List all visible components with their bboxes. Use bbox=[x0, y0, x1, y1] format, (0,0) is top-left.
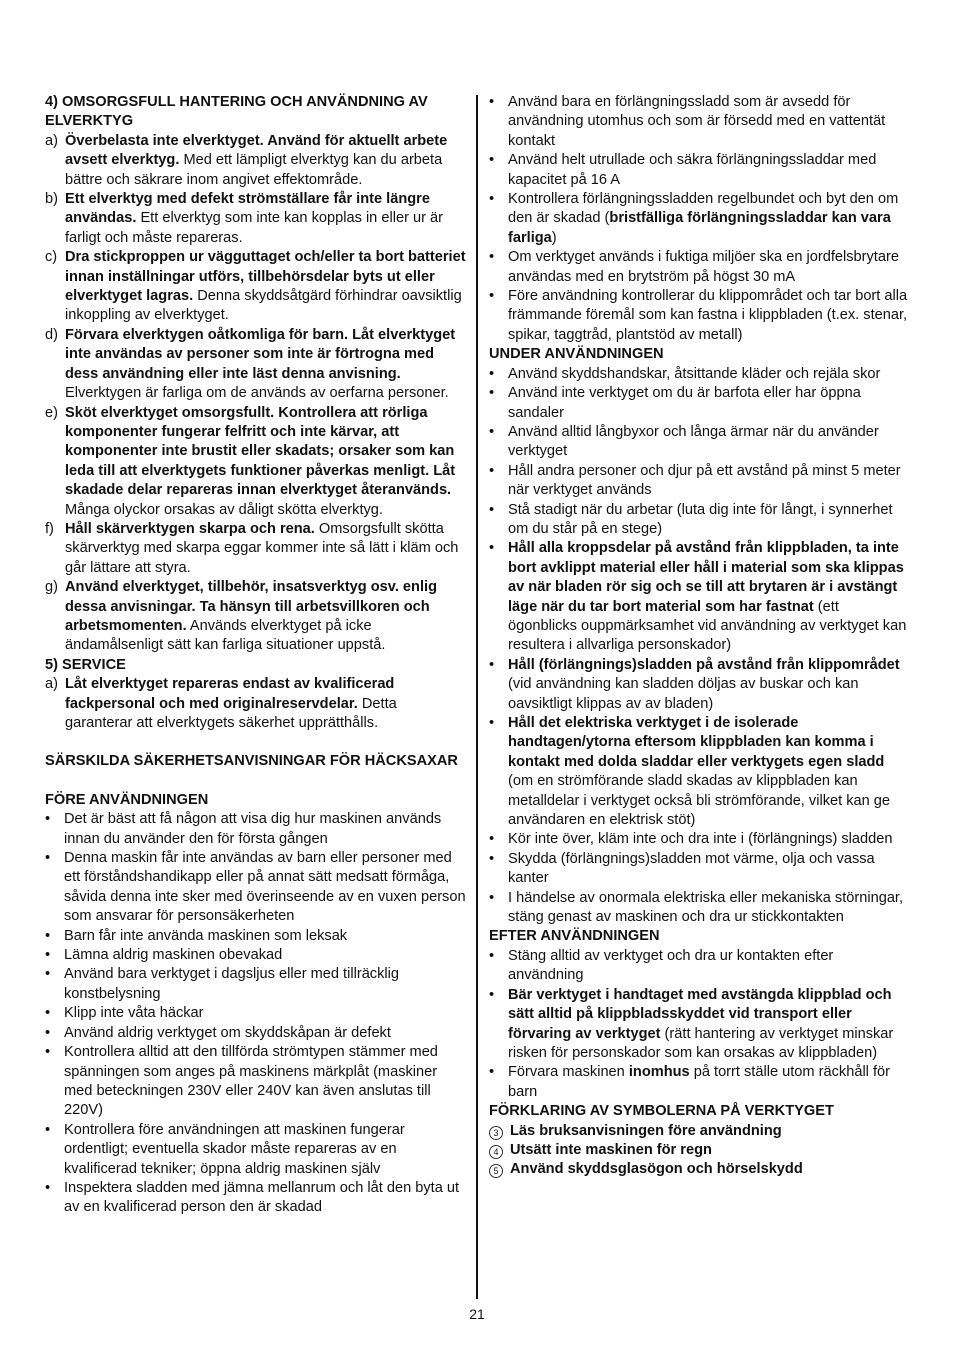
list-item bbox=[45, 1024, 467, 1043]
item-bold-text: Förvara elverktygen oåtkomliga för barn. Låt elverktyget inte användas av personer som inte är förtrogna med dess användning eller inte läst denna anvisning. bbox=[65, 326, 456, 382]
item-text: (om en strömförande sladd skadas av klippbladen kan metalldelar i verktyget också bli strömförande, vilket kan ge användaren en elektrisk stöt) bbox=[508, 773, 891, 829]
bullet-icon: • bbox=[489, 191, 495, 208]
right-column bbox=[489, 93, 911, 1180]
item-text: Stå stadigt när du arbetar (luta dig inte för långt, i synnerhet om du står på en stege) bbox=[508, 501, 893, 537]
item-bold-text: Håll alla kroppsdelar på avstånd från klippbladen, ta inte bort avklippt material eller håll i material som ska klippas av när bladen rör sig och se till att brytaren är i avstängt läge när du tar bort material som har fastnat bbox=[508, 540, 904, 615]
bullet-icon: • bbox=[45, 927, 51, 944]
item-bold-text: Sköt elverktyget omsorgsfullt. Kontrollera att rörliga komponenter fungerar felfritt och inte kärvar, att komponenter inte brustit eller skadats; orsaker som kan leda till att elverktygets funktioner påverkas menligt. Låt skadade delar repareras innan elverktyget återanvänds. bbox=[65, 404, 456, 499]
list-item bbox=[45, 849, 467, 927]
item-marker: a) bbox=[45, 676, 58, 693]
item-text: Kontrollera alltid att den tillförda strömtypen stämmer med spänningen som anges på maskinens märkplåt (maskiner med beteckningen 230V eller 240V kan även anslutas till 220V) bbox=[64, 1044, 438, 1119]
item-text: Före användning kontrollerar du klippområdet och tar bort alla främmande föremål som kan fastna i klippbladen (t.ex. stenar, spikar, taggtråd, plantstöd av metall) bbox=[508, 288, 908, 343]
bullet-icon: • bbox=[489, 889, 495, 906]
list-item bbox=[45, 248, 467, 326]
bullet-icon: • bbox=[489, 831, 495, 848]
item-text: Denna skyddsåtgärd förhindrar oavsiktlig inkoppling av elverktyget. bbox=[65, 288, 462, 324]
during-use-list bbox=[489, 365, 911, 928]
column-divider bbox=[476, 95, 478, 1299]
list-item bbox=[45, 578, 467, 656]
list-item bbox=[489, 365, 911, 384]
symbol-number-icon: 5 bbox=[489, 1164, 503, 1178]
bullet-icon: • bbox=[45, 1179, 51, 1196]
list-item bbox=[489, 986, 911, 1064]
list-item bbox=[489, 889, 911, 928]
item-text: Håll andra personer och djur på ett avstånd på minst 5 meter när verktyget används bbox=[508, 462, 901, 499]
list-item bbox=[489, 462, 911, 501]
list-item bbox=[45, 326, 467, 404]
bullet-icon: • bbox=[45, 1121, 51, 1138]
item-text: på torrt ställe utom räckhåll för barn bbox=[508, 1064, 891, 1100]
bullet-icon: • bbox=[489, 94, 495, 110]
item-text: Elverktygen är farliga om de används av oerfarna personer. bbox=[65, 385, 449, 402]
symbol-item bbox=[489, 1122, 911, 1141]
list-item bbox=[45, 132, 467, 190]
list-item bbox=[45, 965, 467, 1004]
item-bold-text: Dra stickproppen ur vägguttaget och/eller ta bort batteriet innan inställningar utförs, tillbehörsdelar byts ut eller elverktyget lagras. bbox=[65, 249, 466, 305]
before-use-title: FÖRE ANVÄNDNINGEN bbox=[45, 791, 209, 808]
list-item bbox=[489, 93, 911, 151]
list-item bbox=[489, 190, 911, 248]
item-text: Kontrollera förlängningssladden regelbundet och byt den om den är skadad ( bbox=[508, 191, 899, 227]
item-bold-text: Håll (förlängnings)sladden på avstånd från klippområdet bbox=[508, 656, 900, 673]
item-text: Kontrollera före användningen att maskinen fungerar ordentligt; eventuella skador måste repareras av en kvalificerad tekniker; öppna aldrig maskinen själv bbox=[64, 1121, 405, 1177]
bullet-icon: • bbox=[489, 288, 495, 305]
page-number: 21 bbox=[469, 1306, 485, 1322]
item-text: Använd helt utrullade och säkra förlängningssladdar med kapacitet på 16 A bbox=[508, 152, 877, 188]
bullet-icon: • bbox=[489, 365, 495, 382]
bullet-icon: • bbox=[489, 540, 495, 557]
item-text: Denna maskin får inte användas av barn eller personer med ett förståndshandikapp eller på annat sätt medsatt förmåga, såvida denna inte sker med överinseende av en vuxen person som ansvarar för personsäkerheten bbox=[64, 850, 466, 925]
bullet-icon: • bbox=[489, 152, 495, 169]
bullet-icon: • bbox=[45, 850, 51, 867]
bullet-icon: • bbox=[489, 986, 495, 1003]
list-item bbox=[45, 190, 467, 248]
list-item bbox=[45, 520, 467, 578]
bullet-icon: • bbox=[489, 462, 495, 479]
item-bold-text: inomhus bbox=[628, 1064, 690, 1081]
list-item bbox=[45, 1121, 467, 1179]
list-item bbox=[489, 151, 911, 190]
item-bold-text: Ett elverktyg med defekt strömställare får inte längre användas. bbox=[65, 191, 430, 227]
bullet-icon: • bbox=[489, 656, 495, 673]
symbol-text: Använd skyddsglasögon och hörselskydd bbox=[510, 1161, 803, 1178]
list-item bbox=[489, 384, 911, 423]
item-text: Använd alltid långbyxor och långa ärmar när du använder verktyget bbox=[508, 423, 879, 460]
section-4-title: 4) OMSORGSFULL HANTERING OCH ANVÄNDNING AV ELVERKTYG bbox=[45, 94, 428, 130]
item-text: Kör inte över, kläm inte och dra inte i (förlängnings) sladden bbox=[508, 831, 893, 848]
section-4-list bbox=[45, 132, 467, 656]
item-marker: f) bbox=[45, 520, 54, 537]
symbol-number-icon: 4 bbox=[489, 1145, 503, 1159]
item-text: Förvara maskinen bbox=[508, 1064, 629, 1081]
item-marker: d) bbox=[45, 326, 58, 343]
item-marker: a) bbox=[45, 132, 58, 149]
list-item bbox=[45, 1004, 467, 1023]
item-marker: g) bbox=[45, 579, 58, 596]
list-item bbox=[45, 675, 467, 733]
bullet-icon: • bbox=[45, 966, 51, 983]
bullet-icon: • bbox=[45, 1024, 51, 1041]
after-use-list bbox=[489, 947, 911, 1102]
bullet-icon: • bbox=[45, 811, 51, 828]
list-item bbox=[489, 423, 911, 462]
before-use-list-continued bbox=[489, 93, 911, 345]
special-safety-title: SÄRSKILDA SÄKERHETSANVISNINGAR FÖR HÄCKSAXAR bbox=[45, 753, 458, 770]
item-text: Använd inte verktyget om du är barfota eller har öppna sandaler bbox=[508, 385, 861, 421]
bullet-icon: • bbox=[489, 385, 495, 402]
item-text: Inspektera sladden med jämna mellanrum och låt den byta ut av en kvalificerad person den är skadad bbox=[64, 1179, 460, 1216]
before-use-list bbox=[45, 810, 467, 1218]
item-bold-text: Håll det elektriska verktyget i de isolerade handtagen/ytorna eftersom klippbladen kan komma i kontakt med dolda sladdar eller verktygets egen sladd bbox=[508, 715, 885, 770]
symbols-title: FÖRKLARING AV SYMBOLERNA PÅ VERKTYGET bbox=[489, 1103, 834, 1120]
item-text: Om verktyget används i fuktiga miljöer ska en jordfelsbrytare användas med en brytström på högst 30 mA bbox=[508, 249, 899, 285]
item-text: (ett ögonblicks ouppmärksamhet vid användning av verktyget kan resultera i allvarliga personskador) bbox=[508, 598, 907, 654]
item-text: Stäng alltid av verktyget och dra ur kontakten efter användning bbox=[508, 947, 834, 984]
symbols-list bbox=[489, 1122, 911, 1180]
symbol-text: Läs bruksanvisningen före användning bbox=[510, 1122, 782, 1139]
item-text: I händelse av onormala elektriska eller mekaniska störningar, stäng genast av maskinen och dra ur stickkontakten bbox=[508, 889, 904, 926]
list-item bbox=[489, 850, 911, 889]
symbol-text: Utsätt inte maskinen för regn bbox=[510, 1141, 712, 1158]
list-item bbox=[489, 539, 911, 655]
list-item bbox=[489, 714, 911, 830]
symbol-number-icon: 3 bbox=[489, 1126, 503, 1140]
item-text: Lämna aldrig maskinen obevakad bbox=[64, 947, 283, 964]
list-item bbox=[489, 656, 911, 714]
item-text: Klipp inte våta häckar bbox=[64, 1005, 204, 1022]
item-marker: b) bbox=[45, 191, 58, 208]
section-5-list bbox=[45, 675, 467, 733]
item-marker: c) bbox=[45, 249, 58, 266]
section-5-title: 5) SERVICE bbox=[45, 656, 126, 673]
item-bold-text: Använd elverktyget, tillbehör, insatsverktyg osv. enlig dessa anvisningar. Ta hänsyn till arbetsvillkoren och arbetsmomenten. bbox=[65, 579, 437, 634]
bullet-icon: • bbox=[489, 501, 495, 518]
list-item bbox=[45, 1179, 467, 1218]
item-text: Det är bäst att få någon att visa dig hur maskinen används innan du använder den för första gången bbox=[64, 811, 442, 847]
list-item bbox=[489, 248, 911, 287]
list-item bbox=[45, 946, 467, 965]
item-bold-text: Överbelasta inte elverktyget. Använd för aktuellt arbete avsett elverktyg. bbox=[65, 132, 448, 169]
during-use-title: UNDER ANVÄNDNINGEN bbox=[489, 346, 664, 363]
left-column bbox=[45, 93, 467, 1218]
bullet-icon: • bbox=[489, 249, 495, 266]
list-item bbox=[45, 810, 467, 849]
bullet-icon: • bbox=[489, 715, 495, 731]
list-item bbox=[45, 927, 467, 946]
list-item bbox=[489, 1063, 911, 1102]
item-text: (vid användning kan sladden döljas av buskar och kan oavsiktligt klippas av av bladen) bbox=[508, 676, 859, 712]
item-text: ) bbox=[551, 229, 557, 246]
item-marker: e) bbox=[45, 404, 58, 421]
symbol-item bbox=[489, 1160, 911, 1179]
bullet-icon: • bbox=[45, 1005, 51, 1022]
bullet-icon: • bbox=[45, 1044, 51, 1061]
item-bold-text: Håll skärverktygen skarpa och rena. bbox=[65, 520, 315, 537]
item-text: Många olyckor orsakas av dåligt skötta elverktyg. bbox=[65, 501, 383, 518]
item-text: Med ett lämpligt elverktyg kan du arbeta bättre och säkrare inom angivet effektområde. bbox=[65, 152, 443, 188]
item-text: Barn får inte använda maskinen som leksak bbox=[64, 927, 348, 944]
list-item bbox=[45, 404, 467, 520]
list-item bbox=[489, 947, 911, 986]
symbol-item bbox=[489, 1141, 911, 1160]
item-text: (rätt hantering av verktyget minskar risken för personskador som kan orsakas av klippbladen) bbox=[508, 1025, 894, 1061]
item-text: Omsorgsfullt skötta skärverktyg med skarpa eggar kommer inte så lätt i kläm och går lättare att styra. bbox=[65, 520, 459, 576]
item-text: Använd bara en förlängningssladd som är avsedd för användning utomhus och som är försedd med en vattentät kontakt bbox=[508, 94, 886, 149]
item-text: Använd bara verktyget i dagsljus eller med tillräcklig konstbelysning bbox=[64, 966, 400, 1002]
list-item bbox=[489, 830, 911, 849]
list-item bbox=[489, 501, 911, 540]
bullet-icon: • bbox=[45, 947, 51, 964]
item-text: Detta garanterar att elverktygets säkerhet upprätthålls. bbox=[65, 695, 397, 731]
list-item bbox=[45, 1043, 467, 1121]
bullet-icon: • bbox=[489, 850, 495, 867]
item-text: Använd skyddshandskar, åtsittande kläder och rejäla skor bbox=[508, 365, 881, 382]
item-bold-text: bristfälliga förlängningssladdar kan vara farliga bbox=[508, 210, 891, 246]
bullet-icon: • bbox=[489, 947, 495, 964]
bullet-icon: • bbox=[489, 423, 495, 440]
item-text: Ett elverktyg som inte kan kopplas in eller ur är farligt och måste repareras. bbox=[65, 210, 443, 246]
item-bold-text: Låt elverktyget repareras endast av kvalificerad fackpersonal och med originalreservdelar. bbox=[65, 676, 395, 712]
item-text: Använd aldrig verktyget om skyddskåpan är defekt bbox=[64, 1024, 391, 1041]
list-item bbox=[489, 287, 911, 345]
item-bold-text: Bär verktyget i handtaget med avstängda klippblad och sätt alltid på klippbladsskyddet vid transport eller förvaring av verktyget bbox=[508, 986, 892, 1042]
after-use-title: EFTER ANVÄNDNINGEN bbox=[489, 928, 660, 945]
bullet-icon: • bbox=[489, 1064, 495, 1081]
item-text: Skydda (förlängnings)sladden mot värme, olja och vassa kanter bbox=[508, 850, 875, 887]
item-text: Används elverktyget på icke ändamålsenligt sätt kan farliga situationer uppstå. bbox=[65, 617, 386, 654]
